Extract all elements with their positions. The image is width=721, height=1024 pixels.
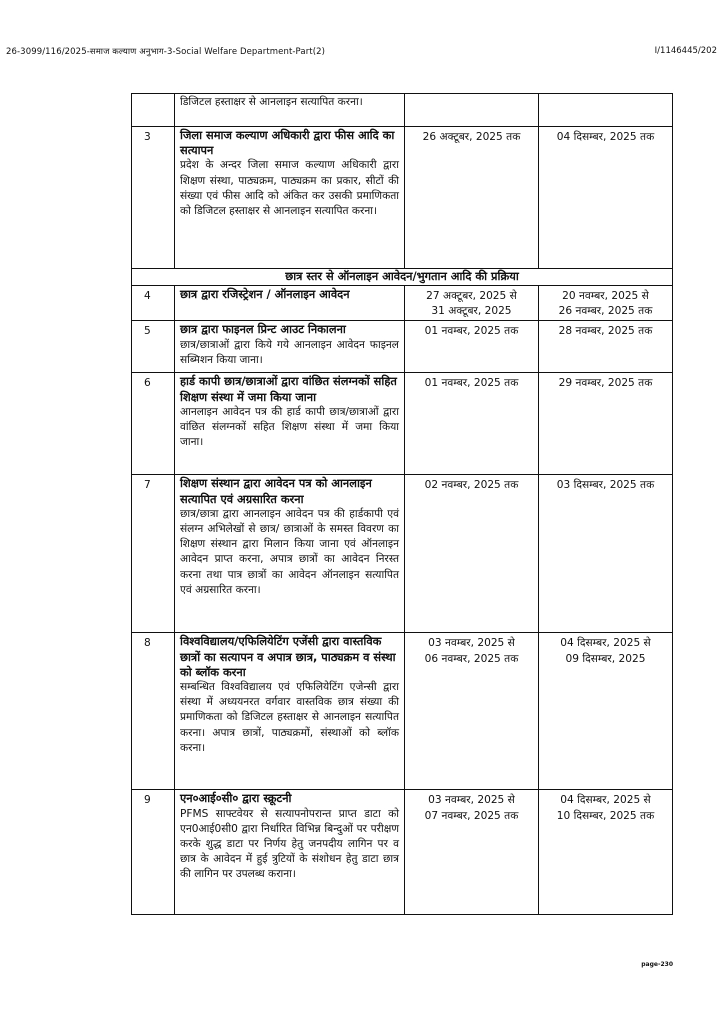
date-end: 09 दिसम्बर, 2025: [565, 652, 646, 665]
step-cell: [175, 790, 405, 915]
date-col-1: [405, 94, 539, 127]
step-description: सम्बन्धित विश्वविद्यालय एवं एफिलियेटिंग एजेन्सी द्वारा संस्था में अध्ययनरत वर्गवार वास्तविक छात्र संख्या की प्रमाणिकता को डिजिटल हस्ताक्षर से आनलाइन सत्यापित करना। अपात्र छात्रों, पाठ्यक्रमों, संस्थाओं को ब्लॉक करना।: [180, 681, 399, 754]
row-number: 4: [132, 286, 175, 321]
date-col-2: [539, 790, 673, 915]
date-end: 07 नवम्बर, 2025 तक: [424, 809, 519, 822]
row-number: 8: [132, 633, 175, 790]
date-start: 04 दिसम्बर, 2025 से: [560, 794, 651, 807]
date-col-2: 29 नवम्बर, 2025 तक: [539, 373, 673, 475]
row-number: [132, 94, 175, 127]
row-number: 5: [132, 321, 175, 373]
date-col-2: 04 दिसम्बर, 2025 तक: [539, 127, 673, 269]
table-row: [132, 286, 673, 321]
step-description: छात्र/छात्रा द्वारा आनलाइन आवेदन पत्र की हार्डकापी एवं संलग्न अभिलेखों से छात्र/ छात्राओं के समस्त विवरण का शिक्षण संस्थान द्वारा मिलान किया जाना एवं ऑनलाइन आवेदन प्राप्त करना, अपात्र छात्रों का आवेदन निरस्त करना तथा पात्र छात्रों का आवेदन ऑनलाइन सत्यापित एवं अग्रसारित करना।: [180, 507, 399, 596]
step-description: प्रदेश के अन्दर जिला समाज कल्याण अधिकारी द्वारा शिक्षण संस्था, पाठ्यक्रम, पाठ्यक्रम का प्रकार, सीटों की संख्या एवं फीस आदि को अंकित कर उसकी प्रमाणिकता को डिजिटल हस्ताक्षर से आनलाइन सत्यापित करना।: [180, 159, 399, 218]
date-end: 06 नवम्बर, 2025 तक: [424, 652, 519, 665]
date-col-1: [405, 286, 539, 321]
row-number: 3: [132, 127, 175, 269]
table-row: [132, 127, 673, 269]
step-cell: [175, 373, 405, 475]
step-title: हार्ड कापी छात्र/छात्राओं द्वारा वांछित संलग्नकों सहित शिक्षण संस्था में जमा किया जाना: [180, 374, 397, 404]
row-number: 7: [132, 475, 175, 633]
step-description: PFMS साफ्टवेयर से सत्यापनोपरान्त प्राप्त डाटा को एन0आई0सी0 द्वारा निर्धारित विभिन्न बिन्दुओं पर परीक्षण करके शुद्ध डाटा पर निर्णय हेतु जनपदीय लागिन पर व छात्र के आवेदन में हुई त्रुटियों के संशोधन हेतु डाटा छात्र की लागिन पर उपलब्ध कराना।: [180, 807, 399, 881]
step-cell: [175, 286, 405, 321]
date-col-1: 02 नवम्बर, 2025 तक: [405, 475, 539, 633]
step-cell: [175, 94, 405, 127]
date-col-1: [405, 633, 539, 790]
date-col-2: [539, 286, 673, 321]
date-start: 03 नवम्बर, 2025 से: [428, 794, 515, 807]
table-row: [132, 321, 673, 373]
row-number: 6: [132, 373, 175, 475]
step-description: डिजिटल हस्ताक्षर से आनलाइन सत्यापित करना।: [180, 96, 363, 108]
date-col-2: [539, 633, 673, 790]
section-row: [132, 269, 673, 286]
step-description: आनलाइन आवेदन पत्र की हार्ड कापी छात्र/छात्राओं द्वारा वांछित संलग्नकों सहित शिक्षण संस्था में जमा किया जाना।: [180, 405, 399, 449]
date-end: 10 दिसम्बर, 2025 तक: [556, 809, 655, 822]
table-row: [132, 94, 673, 127]
step-cell: [175, 633, 405, 790]
date-col-1: 01 नवम्बर, 2025 तक: [405, 373, 539, 475]
page-number: page-230: [641, 961, 673, 968]
date-start: 20 नवम्बर, 2025 से: [562, 290, 649, 302]
date-end: 31 अक्टूबर, 2025: [431, 305, 512, 318]
schedule-table: [131, 93, 673, 915]
date-col-2: 28 नवम्बर, 2025 तक: [539, 321, 673, 373]
step-title: छात्र द्वारा फाइनल प्रिन्ट आउट निकालना: [180, 322, 346, 337]
table-row: [132, 790, 673, 915]
date-start: 03 नवम्बर, 2025 से: [428, 637, 515, 650]
step-title: शिक्षण संस्थान द्वारा आवेदन पत्र को आनलाइन सत्यापित एवं अग्रसारित करना: [180, 476, 372, 506]
step-description: छात्र/छात्राओं द्वारा किये गये आनलाइन आवेदन फाइनल सब्मिशन किया जाना।: [180, 338, 399, 366]
date-col-1: [405, 790, 539, 915]
date-col-1: 01 नवम्बर, 2025 तक: [405, 321, 539, 373]
date-end: 26 नवम्बर, 2025 तक: [558, 305, 653, 318]
table-row: [132, 475, 673, 633]
date-start: 04 दिसम्बर, 2025 से: [560, 637, 651, 650]
section-heading: छात्र स्तर से ऑनलाइन आवेदन/भुगतान आदि की प्रक्रिया: [132, 269, 673, 286]
date-start: 27 अक्टूबर, 2025 से: [426, 290, 517, 302]
document-id: I/1146445/202: [654, 46, 717, 56]
document-reference: 26-3099/116/2025-समाज कल्याण अनुभाग-3-Social Welfare Department-Part(2): [6, 47, 326, 57]
step-title: विश्वविद्यालय/एफिलियेटिंग एजेंसी द्वारा वास्तविक छात्रों का सत्यापन व अपात्र छात्र, पाठ्यक्रम व संस्था को ब्लॉक करना: [180, 634, 396, 679]
step-cell: [175, 321, 405, 373]
table-row: [132, 373, 673, 475]
date-col-2: [539, 94, 673, 127]
table-row: [132, 633, 673, 790]
date-col-2: 03 दिसम्बर, 2025 तक: [539, 475, 673, 633]
row-number: 9: [132, 790, 175, 915]
step-cell: [175, 475, 405, 633]
date-col-1: 26 अक्टूबर, 2025 तक: [405, 127, 539, 269]
step-title: जिला समाज कल्याण अधिकारी द्वारा फीस आदि का सत्यापन: [180, 128, 395, 158]
step-title: एन०आई०सी० द्वारा स्क्रूटनी: [180, 791, 292, 806]
step-cell: [175, 127, 405, 269]
step-title: छात्र द्वारा रजिस्ट्रेशन / ऑनलाइन आवेदन: [180, 287, 350, 301]
